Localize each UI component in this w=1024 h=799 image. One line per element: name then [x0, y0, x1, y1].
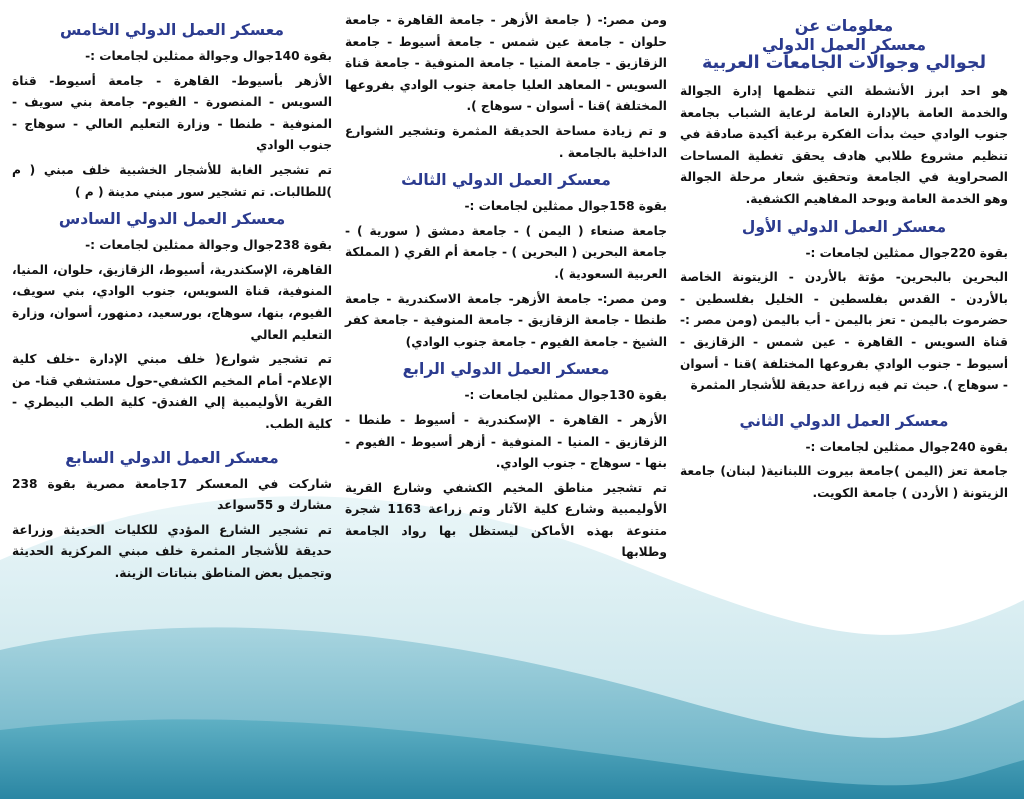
camp7-heading: معسكر العمل الدولي السابع	[65, 448, 279, 467]
camp3-strength: بقوة 158جوال ممثلين لجامعات :-	[464, 199, 667, 214]
camp4-results: تم تشجير مناطق المخيم الكشفي وشارع القرية الأوليمبية وشارع كلية الآثار وتم زراعة 1163 شجرة متنوعة بهذه الأماكن ليستظل بها رواد الجامعة وطلابها	[345, 480, 667, 560]
camp6-strength: بقوة 238جوال وجوالة ممثلين لجامعات :-	[85, 238, 332, 253]
column-middle	[345, 10, 667, 567]
camp5-strength: بقوة 140جوال وجوالة ممثلين لجامعات :-	[85, 49, 332, 63]
camp7-results: تم تشجير الشارع المؤدي للكليات الحديثة وزراعة حديقة للأشجار المثمرة خلف مبني المركزية الحديثة وتجميل بعض المناطق بنباتات الزينة.	[12, 522, 332, 580]
camp5-results: تم تشجير الغابة للأشجار الخشبية خلف مبني ( م )للطالبات. تم تشجير سور مبني مدينة ( م )	[12, 162, 332, 199]
intro-paragraph: هو احد ابرز الأنشطة التي تنظمها إدارة الجوالة والخدمة العامة بالإدارة العامة لرعاية الشباب بجامعة جنوب الوادي حيث بدأت الفكرة برغبة أكيدة صادقة في تنظيم مشروع طلابي هادف يحقق تغطية المساحات الصحراوية في الجامعة وتحقيق شعار مرحلة الجوالة وهو الخدمة العامة ويوحد المفاهيم الكشفية.	[680, 84, 1008, 206]
camp4-heading: معسكر العمل الدولي الرابع	[402, 360, 610, 379]
title-line-1: معلومات عن	[794, 16, 894, 35]
camp1-heading: معسكر العمل الدولي الأول	[741, 217, 947, 236]
camp2-universities: جامعة تعز (اليمن )جامعة بيروت اللبنانية( لبنان) جامعة الزيتونة ( الأردن ) جامعة الكويت.	[680, 464, 1008, 500]
camp4-universities: الأزهر - القاهرة - الإسكندرية - أسيوط - طنطا - الزقازيق - المنيا - المنوفية - أزهر أسيوط - الفيوم - بنها - سوهاج - جنوب الوادي.	[345, 412, 667, 471]
column-left	[12, 10, 332, 587]
camp1-egypt-results: و تم زيادة مساحة الحديقة المثمرة وتشجير الشوارع الداخلية بالجامعة .	[345, 123, 667, 160]
camp7-participation: شاركت في المعسكر 17جامعة مصرية بقوة 238 مشارك و 55سواعد	[12, 476, 332, 513]
camp3-egypt-universities: ومن مصر:- جامعة الأزهر- جامعة الاسكندرية - جامعة طنطا - جامعة الزقازيق - جامعة المنوفية - جامعة كفر الشيخ - جامعة الفيوم - جامعة جنوب الوادي)	[345, 291, 667, 349]
camp2-heading: معسكر العمل الدولي الثاني	[739, 411, 949, 430]
camp6-heading: معسكر العمل الدولي السادس	[58, 210, 286, 229]
camp1-egypt-universities: ومن مصر:- ( جامعة الأزهر - جامعة القاهرة - جامعة حلوان - جامعة عين شمس - جامعة أسيوط - جامعة الزقازيق - جامعة المنيا - جامعة المنوفية - جامعة قناة السويس - المعاهد العليا جامعة جنوب الوادي بفروعها المختلفة )قنا - أسوان - سوهاج ).	[345, 13, 667, 114]
camp4-strength: بقوة 130جوال ممثلين لجامعات :-	[464, 388, 667, 403]
camp5-heading: معسكر العمل الدولي الخامس	[60, 21, 284, 39]
camp1-strength: بقوة 220جوال ممثلين لجامعات :-	[805, 245, 1008, 260]
camp6-results: تم تشجير شوارع( خلف مبني الإدارة -خلف كلية الإعلام- أمام المخيم الكشفي-حول مستشفي قنا- من القرية الأوليمبية إلي الفندق- كلية الطب البيطري - كلية الطب.	[12, 352, 332, 431]
camp3-heading: معسكر العمل الدولي الثالث	[401, 171, 611, 190]
brochure-title	[680, 16, 1008, 73]
camp3-arab-universities: جامعة صنعاء ( اليمن ) - جامعة دمشق ( سورية ) - جامعة البحرين ( البحرين ) - جامعة أم القري ( المملكة العربية السعودية ).	[345, 223, 667, 281]
camp6-universities: القاهرة، الإسكندرية، أسيوط، الزقازيق، حلوان، المنيا، المنوفية، قناة السويس، جنوب الوادي، بني سويف، الفيوم، بنها، سوهاج، بورسعيد، دمنهور، أسوان، وزارة التعليم العالي	[12, 262, 332, 342]
column-right	[680, 10, 1008, 508]
camp5-universities: الأزهر بأسيوط- القاهرة - جامعة أسيوط- قناة السويس - المنصورة - الفيوم- جامعة بني سويف - المنوفية - طنطا - وزارة التعليم العالي - سوهاج - جنوب الوادي	[12, 73, 332, 153]
title-line-3: لجوالي وجوالات الجامعات العربية	[701, 53, 987, 73]
camp2-strength: بقوة 240جوال ممثلين لجامعات :-	[805, 439, 1008, 454]
camp1-universities: البحرين بالبحرين- مؤتة بالأردن - الزيتونة الخاصة بالأردن - القدس بفلسطين - الخليل بفلسطين - حضرموت باليمن - تعز باليمن - أب باليمن (ومن مصر :- قناة السويس - القاهرة - عين شمس - الزقازيق - أسيوط - جنوب الوادي بفروعها المختلفة )قنا - أسوان - سوهاج ). حيث تم فيه زراعة حديقة للأشجار المثمرة	[680, 270, 1008, 393]
title-line-2: معسكر العمل الدولي	[761, 35, 927, 54]
